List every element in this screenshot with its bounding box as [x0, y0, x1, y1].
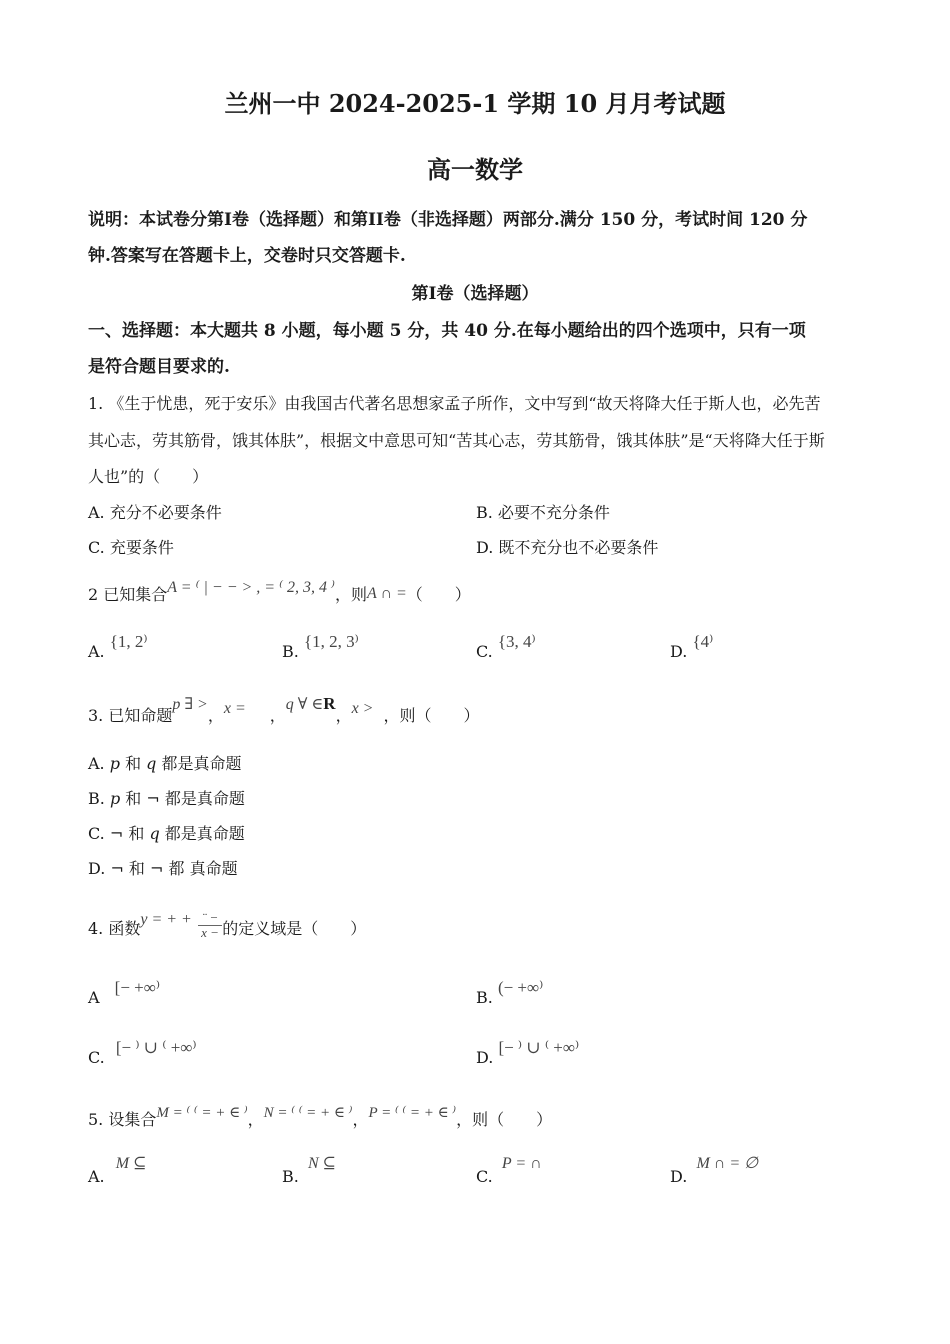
q3-option-a-p: p	[109, 754, 120, 773]
q5-option-b	[282, 1153, 337, 1186]
q3-stem	[88, 694, 480, 726]
q3-option-b-tail: 都是真命题	[159, 789, 245, 808]
q3-suffix: ，则（ ）	[383, 706, 480, 725]
q2-mid: ，则	[334, 585, 367, 604]
q5-prefix: 5. 设集合	[88, 1110, 157, 1129]
q5-option-b-math: N ⊆	[307, 1155, 337, 1172]
q5-option-a-letter: A.	[88, 1167, 105, 1186]
q3-option-a	[88, 751, 242, 774]
q5-option-c-math: P = ∩	[501, 1155, 542, 1172]
q3-comma-2: ，	[269, 706, 286, 725]
q2-math-intersection: A ∩ =	[366, 585, 407, 602]
q4-option-a-math: [− +∞⁾	[114, 978, 161, 997]
section-intro-line-1: 一、选择题：本大题共 8 小题，每小题 5 分，共 40 分.在每小题给出的四个选项中，只有一项	[88, 321, 806, 341]
q3-option-c-mid: 和	[123, 824, 150, 843]
q5-option-c-letter: C.	[476, 1167, 493, 1186]
q2-math-sets: A = ⁽ | − − > , = ⁽ 2, 3, 4 ⁾	[167, 579, 335, 596]
q5-option-a-math: M ⊆	[115, 1155, 147, 1172]
q2-option-c-letter: C.	[476, 642, 493, 661]
q4-fraction-denominator: x −	[201, 925, 219, 940]
q4-option-a	[88, 978, 161, 1007]
q4-option-b-letter: B.	[476, 988, 493, 1007]
q3-option-b-letter: B.	[88, 789, 105, 808]
q1-option-c: C. 充要条件	[88, 538, 174, 557]
q3-comma-1: ，	[207, 706, 224, 725]
q3-option-c-tail: 都是真命题	[159, 824, 245, 843]
q3-option-d-letter: D.	[88, 859, 106, 878]
q2-option-d-math: {4⁾	[692, 632, 714, 651]
q3-option-b-mid: 和 ¬	[120, 789, 160, 808]
q2-stem	[88, 579, 471, 605]
q1-line-1: 1. 《生于忧患，死于安乐》由我国古代著名思想家孟子所作，文中写到“故天将降大任于斯人也，必先苦	[88, 394, 821, 413]
q5-math-n: N = ⁽ ⁽ = + ∈ ⁾	[263, 1105, 353, 1121]
q4-option-b	[476, 978, 544, 1007]
q5-option-c	[476, 1153, 542, 1186]
q3-option-c-p: ¬	[109, 824, 124, 843]
q4-stem	[88, 910, 367, 944]
q4-option-d	[476, 1038, 580, 1067]
q2-option-a-letter: A.	[88, 642, 105, 661]
q4-fraction	[198, 911, 222, 940]
q3-option-d	[88, 856, 238, 879]
exam-subtitle: 高一数学	[427, 155, 523, 184]
q2-option-b-math: {1, 2, 3⁾	[303, 632, 359, 651]
instructions-line-1: 说明：本试卷分第I卷（选择题）和第II卷（非选择题）两部分.满分 150 分，考试时间 120 分	[88, 210, 808, 230]
q3-option-a-mid: 和	[119, 754, 147, 773]
q2-prefix: 2 已知集合	[88, 585, 168, 604]
q5-suffix: ，则（ ）	[456, 1110, 553, 1129]
q3-option-a-letter: A.	[88, 754, 105, 773]
q2-option-b-letter: B.	[282, 642, 299, 661]
q3-option-a-tail: 都是真命题	[156, 754, 242, 773]
q2-suffix: （ ）	[406, 585, 471, 604]
instructions-line-2: 钟.答案写在答题卡上，交卷时只交答题卡.	[88, 246, 406, 266]
q2-option-a-math: {1, 2⁾	[109, 632, 148, 651]
section-intro-line-2: 是符合题目要求的.	[88, 357, 230, 377]
q3-option-d-tail: 都 真命题	[163, 859, 238, 878]
q1-option-a: A. 充分不必要条件	[88, 503, 222, 522]
q3-real-numbers-symbol: R	[323, 694, 336, 713]
q1-option-d: D. 既不充分也不必要条件	[476, 538, 659, 557]
q3-option-b-p: p	[109, 789, 121, 808]
q2-option-b	[282, 632, 359, 661]
q1-option-b: B. 必要不充分条件	[476, 503, 610, 522]
q3-option-c	[88, 821, 245, 844]
q5-math-p: P = ⁽ ⁽ = + ∈ ⁾	[368, 1105, 457, 1121]
q4-option-c-math: [− ⁾ ∪ ⁽ +∞⁾	[115, 1038, 197, 1057]
q3-math-p: p ∃ >	[172, 696, 208, 713]
q5-option-d-math: M ∩ = ∅	[696, 1155, 759, 1172]
exam-title: 兰州一中 2024-2025-1 学期 10 月月考试题	[224, 89, 726, 118]
q4-option-b-math: (− +∞⁾	[497, 978, 544, 997]
q3-prefix: 3. 已知命题	[88, 706, 173, 725]
q2-option-d	[670, 632, 714, 661]
q3-option-d-p: ¬	[110, 859, 124, 878]
q3-option-c-letter: C.	[88, 824, 105, 843]
q5-stem	[88, 1107, 552, 1130]
q5-comma-1: ，	[247, 1110, 264, 1129]
q5-math-m: M = ⁽ ⁽ = + ∈ ⁾	[156, 1105, 248, 1121]
q3-comma-3: ，	[335, 706, 352, 725]
q4-math-y: y = + +	[140, 911, 192, 928]
q3-option-c-q: q	[149, 824, 160, 843]
q4-suffix: 的定义域是（ ）	[222, 919, 367, 938]
q3-option-d-mid: 和 ¬	[123, 859, 164, 878]
q2-option-c-math: {3, 4⁾	[497, 632, 536, 651]
q3-option-a-q: q	[146, 754, 157, 773]
q2-option-a	[88, 632, 148, 661]
q3-math-x-gt: x >	[351, 700, 374, 717]
q5-option-a	[88, 1153, 147, 1186]
q5-option-d-letter: D.	[670, 1167, 688, 1186]
q4-fraction-numerator: ¨ −	[198, 911, 222, 926]
q3-math-q: q ∀ ∈	[285, 696, 324, 713]
q4-option-d-math: [− ⁾ ∪ ⁽ +∞⁾	[498, 1038, 580, 1057]
q1-line-3: 人也”的（ ）	[88, 467, 209, 486]
q2-option-c	[476, 632, 536, 661]
q4-prefix: 4. 函数	[88, 919, 141, 938]
q4-option-c	[88, 1038, 197, 1067]
q5-option-b-letter: B.	[282, 1167, 299, 1186]
q1-line-2: 其心志，劳其筋骨，饿其体肤”，根据文中意思可知“苦其心志，劳其筋骨，饿其体肤”是“天将降大任于斯	[88, 431, 825, 450]
q3-math-x: x =	[223, 700, 246, 717]
q4-option-c-letter: C.	[88, 1048, 105, 1067]
q4-option-a-letter: A	[88, 988, 100, 1007]
q2-option-d-letter: D.	[670, 642, 688, 661]
q4-option-d-letter: D.	[476, 1048, 494, 1067]
q5-comma-2: ，	[352, 1110, 369, 1129]
section-heading: 第I卷（选择题）	[411, 284, 539, 304]
q3-option-b	[88, 786, 245, 809]
q5-option-d	[670, 1153, 759, 1186]
